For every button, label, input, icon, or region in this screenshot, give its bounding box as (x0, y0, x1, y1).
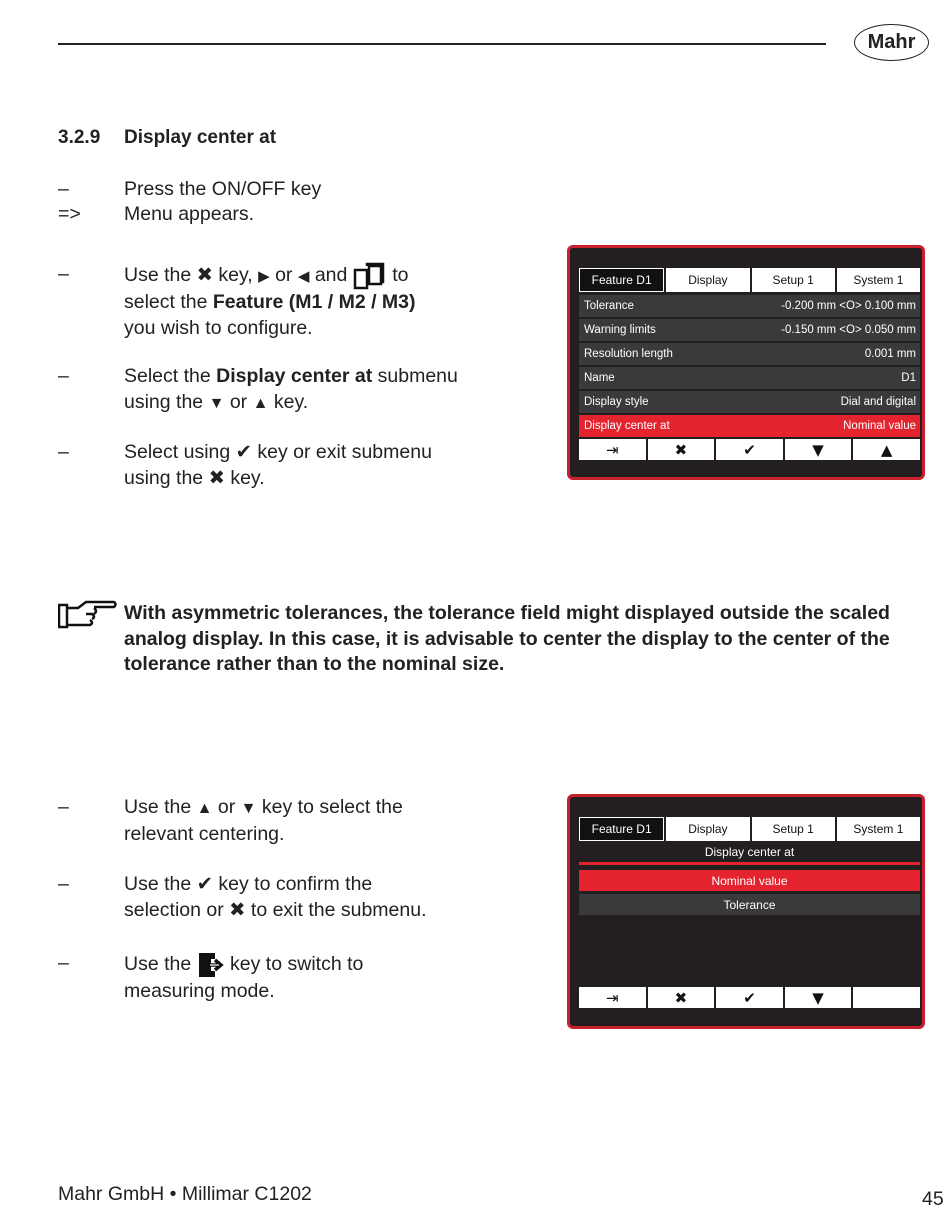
menu-row-display-style[interactable]: Display style Dial and digital (579, 391, 920, 413)
x-key-icon: ✖ (196, 264, 213, 287)
tab-feature[interactable]: Feature D1 (579, 817, 664, 841)
submenu-title: Display center at (704, 845, 795, 859)
x-key-icon: ✖ (229, 898, 246, 921)
cancel-key[interactable]: ✖ (646, 987, 715, 1008)
option-tolerance[interactable]: Tolerance (579, 894, 920, 915)
tab-setup[interactable]: Setup 1 (750, 817, 835, 841)
pages-icon (353, 262, 387, 290)
tab-feature[interactable]: Feature D1 (579, 268, 664, 292)
menu-row-resolution[interactable]: Resolution length 0.001 mm (579, 343, 920, 365)
menu-row-name[interactable]: Name D1 (579, 367, 920, 389)
confirm-key[interactable]: ✔ (714, 439, 783, 460)
footer-company: Mahr GmbH • Millimar C1202 (58, 1183, 312, 1205)
tab-system[interactable]: System 1 (835, 268, 920, 292)
down-key[interactable]: ▼ (783, 439, 852, 460)
title-divider (579, 862, 920, 865)
screen-tabs (579, 817, 920, 841)
menu-row-display-center[interactable]: Display center at Nominal value (579, 415, 920, 437)
device-screen-submenu (567, 794, 925, 1029)
down-arrow-icon: ▼ (208, 394, 225, 412)
tab-display[interactable]: Display (664, 268, 749, 292)
confirm-key[interactable]: ✔ (714, 987, 783, 1008)
down-key[interactable]: ▼ (783, 987, 852, 1008)
asymmetric-tolerance-note: With asymmetric tolerances, the tolerance field might displayed outside the scaled analog display. In this case, it is advisable to center the display to the center of the tolerance rather than to the nominal size. (124, 602, 890, 675)
empty-key[interactable] (851, 987, 920, 1008)
x-key-icon: ✖ (208, 466, 225, 489)
device-screen-menu (567, 245, 925, 480)
cancel-key[interactable]: ✖ (646, 439, 715, 460)
check-key-icon: ✔ (235, 441, 252, 463)
check-key-icon: ✔ (196, 873, 213, 895)
softkey-bar (579, 987, 920, 1008)
exit-key[interactable]: ⇥ (579, 439, 646, 460)
section-number: 3.2.9 (58, 127, 101, 148)
header-rule (58, 43, 826, 45)
menu-row-tolerance[interactable]: Tolerance -0.200 mm <O> 0.100 mm (579, 295, 920, 317)
mahr-logo: Mahr (854, 24, 929, 61)
section-heading (58, 127, 276, 149)
pointing-hand-icon (58, 599, 118, 631)
menu-row-warning-limits[interactable]: Warning limits -0.150 mm <O> 0.050 mm (579, 319, 920, 341)
tab-setup[interactable]: Setup 1 (750, 268, 835, 292)
screen-tabs (579, 268, 920, 292)
section-title: Display center at (124, 127, 277, 148)
tab-system[interactable]: System 1 (835, 817, 920, 841)
up-key[interactable]: ▲ (851, 439, 920, 460)
page-number: 45 (922, 1188, 944, 1210)
right-arrow-icon: ▶ (258, 268, 270, 286)
tab-display[interactable]: Display (664, 817, 749, 841)
exit-key[interactable]: ⇥ (579, 987, 646, 1008)
left-arrow-icon: ◀ (297, 268, 310, 286)
up-arrow-icon: ▲ (252, 394, 269, 412)
option-nominal-value[interactable]: Nominal value (579, 870, 920, 891)
down-arrow-icon: ▼ (240, 800, 257, 817)
up-arrow-icon: ▲ (196, 800, 213, 817)
softkey-bar (579, 439, 920, 460)
exit-door-icon (197, 951, 225, 979)
